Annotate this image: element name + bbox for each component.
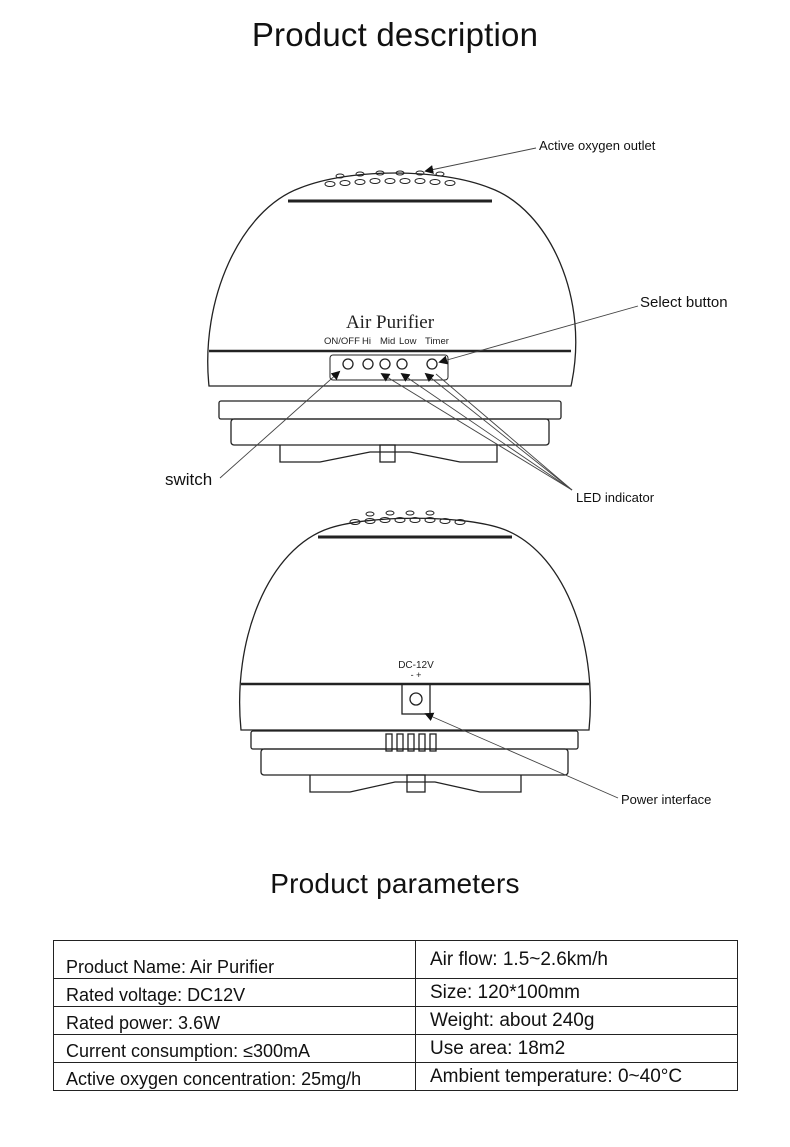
device-button-label: Low — [399, 336, 417, 347]
power-marking: DC-12V — [398, 660, 434, 671]
param-cell: Size: 120*100mm — [416, 979, 738, 1007]
param-cell: Current consumption: ≤300mA — [54, 1035, 416, 1063]
table-row — [54, 1035, 738, 1063]
table-row — [54, 941, 738, 979]
leader-led-1 — [382, 374, 572, 490]
leader-led-2 — [402, 374, 572, 490]
callout-power-interface: Power interface — [621, 792, 712, 807]
device-button-label: Hi — [362, 336, 371, 347]
device-button-label: ON/OFF — [324, 336, 360, 347]
table-row — [54, 1063, 738, 1091]
param-cell: Air flow: 1.5~2.6km/h — [416, 941, 738, 979]
callout-active-oxygen-outlet: Active oxygen outlet — [539, 138, 656, 153]
leader-lines — [220, 148, 638, 798]
device-button-label: Timer — [425, 336, 449, 347]
param-cell: Rated power: 3.6W — [54, 1007, 416, 1035]
param-cell: Ambient temperature: 0~40°C — [416, 1063, 738, 1091]
front-dome — [208, 173, 576, 386]
param-cell: Use area: 18m2 — [416, 1035, 738, 1063]
device-button-labels — [324, 336, 449, 347]
back-view — [240, 511, 591, 792]
param-cell: Product Name: Air Purifier — [54, 941, 416, 979]
param-cell: Active oxygen concentration: 25mg/h — [54, 1063, 416, 1091]
polarity-marking: - + — [410, 670, 422, 680]
product-description-heading: Product description — [251, 16, 539, 53]
back-dome — [240, 518, 591, 730]
leader-led-3 — [426, 374, 572, 490]
leader-active-oxygen — [426, 148, 536, 171]
param-cell: Rated voltage: DC12V — [54, 979, 416, 1007]
table-row — [54, 1007, 738, 1035]
callout-led-indicator: LED indicator — [576, 490, 655, 505]
device-button-label: Mid — [380, 336, 396, 347]
callout-select-button: Select button — [640, 294, 728, 311]
power-socket — [402, 684, 430, 714]
table-row — [54, 979, 738, 1007]
param-cell: Weight: about 240g — [416, 1007, 738, 1035]
callout-switch: switch — [165, 470, 213, 489]
device-brand-label: Air Purifier — [345, 312, 435, 333]
leader-led-4 — [436, 374, 572, 490]
parameters-table — [53, 940, 738, 1091]
leader-select-button — [440, 306, 638, 362]
product-parameters-heading: Product parameters — [270, 868, 520, 899]
